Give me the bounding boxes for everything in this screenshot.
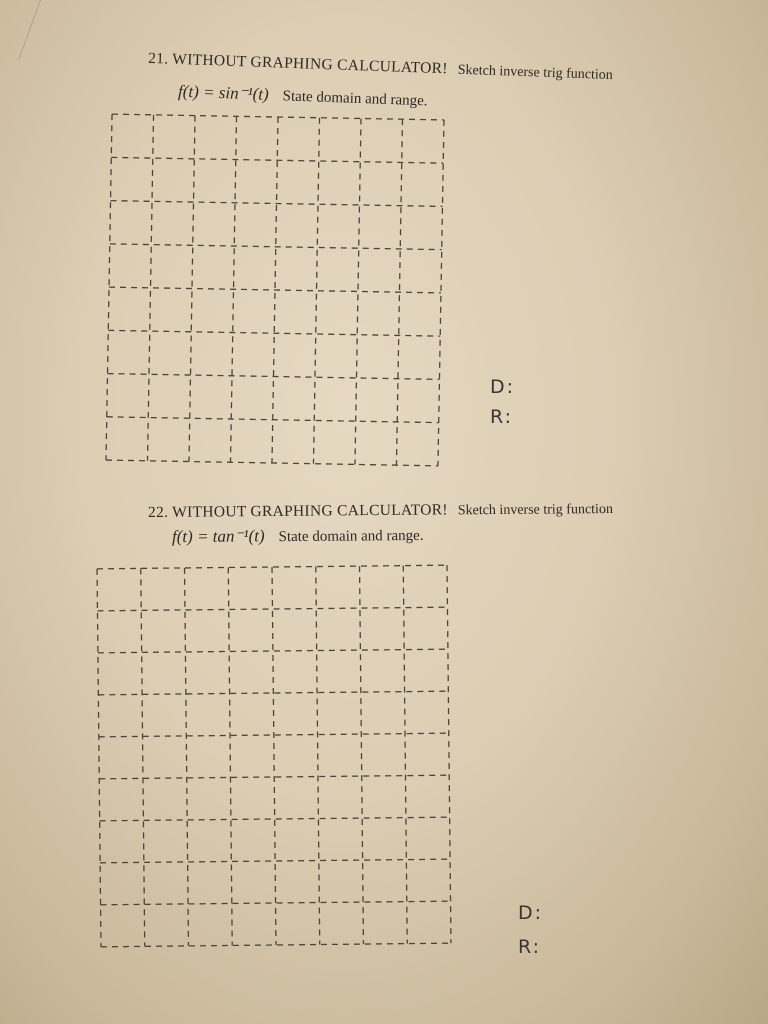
- problem-21-grid-vline: [147, 115, 153, 461]
- problem-21-grid-hline: [110, 244, 442, 250]
- problem-21-note: Sketch inverse trig function: [457, 62, 614, 84]
- problem-22-grid[interactable]: [96, 564, 452, 948]
- problem-22-grid-vline: [360, 566, 364, 944]
- problem-21-heading: 21. WITHOUT GRAPHING CALCULATOR!: [147, 49, 449, 78]
- problem-21-grid-svg: [105, 113, 445, 467]
- problem-21-title: [148, 50, 613, 84]
- problem-21-function-line: [178, 82, 428, 111]
- problem-22-grid-vline: [97, 569, 101, 947]
- problem-22-grid-vline: [141, 568, 145, 946]
- problem-22-grid-hline: [97, 607, 447, 611]
- problem-22-function-line: [172, 525, 424, 547]
- paper-fold-line: [0, 0, 41, 60]
- problem-21-function: f(t) = sin⁻¹(t): [177, 81, 270, 104]
- problem-22-function: f(t) = tan⁻¹(t): [171, 526, 265, 547]
- problem-21-range-label: R:: [490, 406, 514, 428]
- problem-22-grid-vline: [185, 568, 189, 946]
- problem-21-domain-label: D:: [490, 376, 516, 398]
- problem-22-grid-vline: [272, 567, 276, 945]
- problem-22-range-label: R:: [518, 936, 542, 958]
- problem-22-heading: 22. WITHOUT GRAPHING CALCULATOR!: [147, 501, 448, 522]
- problem-22-domain-label: D:: [518, 902, 544, 924]
- problem-22-grid-hline: [100, 859, 450, 863]
- problem-21-grid[interactable]: [105, 113, 445, 467]
- problem-22-grid-vline: [228, 567, 232, 945]
- problem-22-grid-vline: [403, 566, 407, 944]
- problem-21-instruction: State domain and range.: [282, 88, 428, 110]
- problem-22-grid-vline: [447, 565, 451, 943]
- problem-22-grid-vline: [316, 567, 320, 945]
- problem-22-note: Sketch inverse trig function: [457, 501, 613, 519]
- problem-22-grid-svg: [96, 564, 452, 948]
- problem-22-title: [148, 500, 613, 522]
- problem-22-instruction: State domain and range.: [278, 527, 424, 546]
